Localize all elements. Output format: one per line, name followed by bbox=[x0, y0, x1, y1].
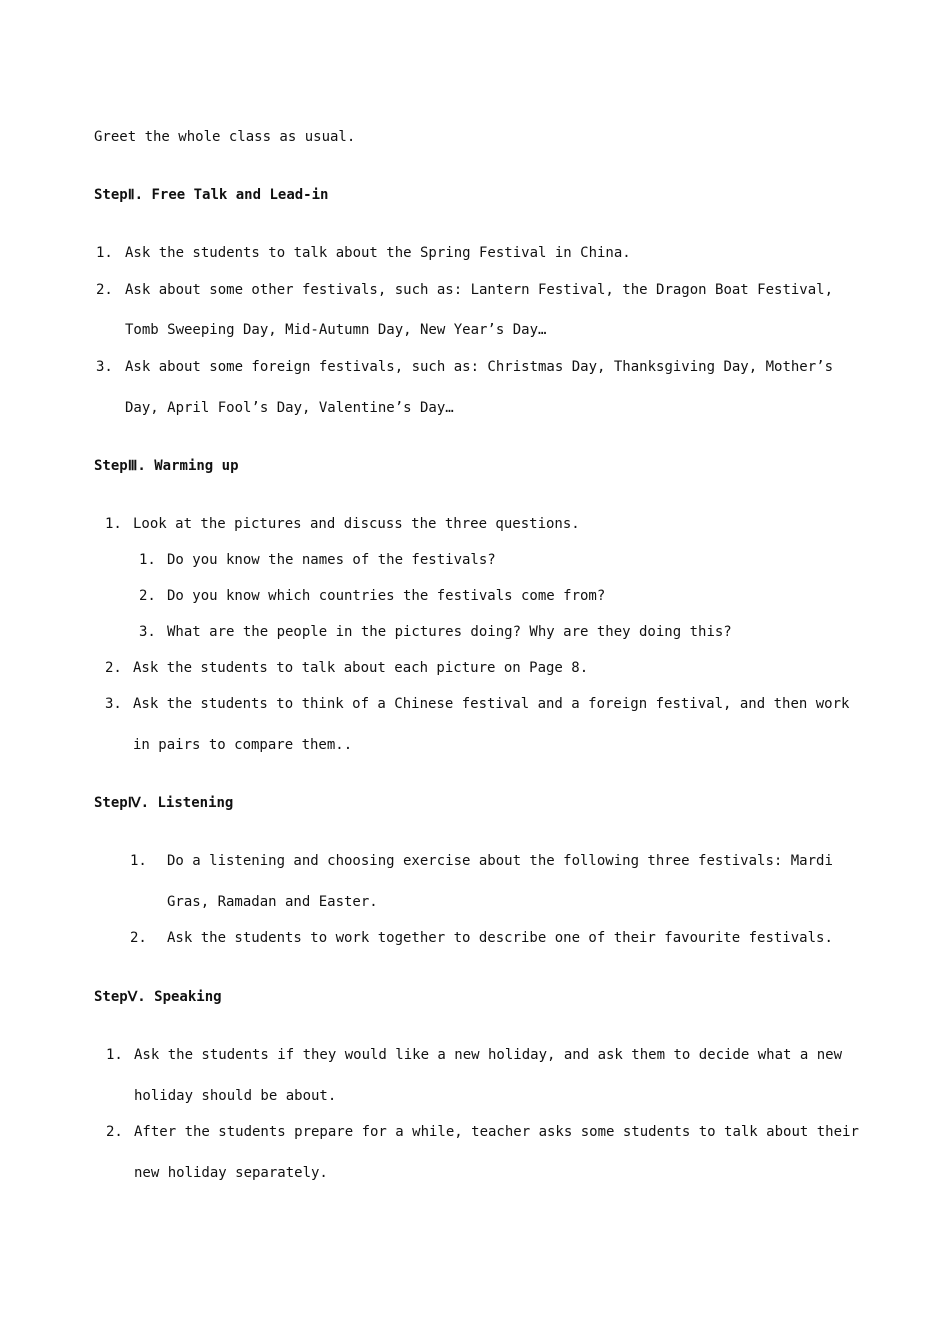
step2-item3-line2: Day, April Fool’s Day, Valentine’s Day… bbox=[125, 400, 454, 416]
step3-sub2-text: Do you know which countries the festivals come from? bbox=[167, 588, 606, 604]
intro-text: Greet the whole class as usual. bbox=[94, 129, 356, 145]
step3-sub2-number: 2. bbox=[139, 588, 156, 604]
step3-sub3-text: What are the people in the pictures doing? Why are they doing this? bbox=[167, 624, 732, 640]
step2-heading: StepⅡ. Free Talk and Lead-in bbox=[94, 187, 329, 203]
step3-sub3-number: 3. bbox=[139, 624, 156, 640]
step2-item2-line1: Ask about some other festivals, such as: Lantern Festival, the Dragon Boat Festival, bbox=[125, 282, 834, 298]
step3-item3-number: 3. bbox=[105, 696, 122, 712]
step5-item1-line1: Ask the students if they would like a new holiday, and ask them to decide what a new bbox=[134, 1047, 843, 1063]
step2-item1-number: 1. bbox=[96, 245, 113, 261]
step4-item2-number: 2. bbox=[130, 930, 147, 946]
step5-item1-line2: holiday should be about. bbox=[134, 1088, 337, 1104]
step2-item2-number: 2. bbox=[96, 282, 113, 298]
step4-item1-line2: Gras, Ramadan and Easter. bbox=[167, 894, 378, 910]
step5-item2-line2: new holiday separately. bbox=[134, 1165, 328, 1181]
step3-item2-number: 2. bbox=[105, 660, 122, 676]
step4-item1-line1: Do a listening and choosing exercise about the following three festivals: Mardi bbox=[167, 853, 833, 869]
step2-item3-number: 3. bbox=[96, 359, 113, 375]
step5-item2-line1: After the students prepare for a while, teacher asks some students to talk about their bbox=[134, 1124, 859, 1140]
step5-item1-number: 1. bbox=[106, 1047, 123, 1063]
step3-item3-line2: in pairs to compare them.. bbox=[133, 737, 353, 753]
step5-heading: StepⅤ. Speaking bbox=[94, 989, 222, 1005]
step3-heading: StepⅢ. Warming up bbox=[94, 458, 239, 474]
step3-item1-text: Look at the pictures and discuss the three questions. bbox=[133, 516, 580, 532]
step2-item1-text: Ask the students to talk about the Spring Festival in China. bbox=[125, 245, 631, 261]
step3-sub1-text: Do you know the names of the festivals? bbox=[167, 552, 496, 568]
step4-item2-text: Ask the students to work together to describe one of their favourite festivals. bbox=[167, 930, 833, 946]
step4-heading: StepⅣ. Listening bbox=[94, 795, 234, 811]
step3-item3-line1: Ask the students to think of a Chinese festival and a foreign festival, and then work bbox=[133, 696, 850, 712]
step2-item3-line1: Ask about some foreign festivals, such as: Christmas Day, Thanksgiving Day, Mother’s bbox=[125, 359, 834, 375]
step5-item2-number: 2. bbox=[106, 1124, 123, 1140]
step3-sub1-number: 1. bbox=[139, 552, 156, 568]
step3-item1-number: 1. bbox=[105, 516, 122, 532]
step4-item1-number: 1. bbox=[130, 853, 147, 869]
step2-item2-line2: Tomb Sweeping Day, Mid-Autumn Day, New Year’s Day… bbox=[125, 322, 547, 338]
step3-item2-text: Ask the students to talk about each picture on Page 8. bbox=[133, 660, 589, 676]
